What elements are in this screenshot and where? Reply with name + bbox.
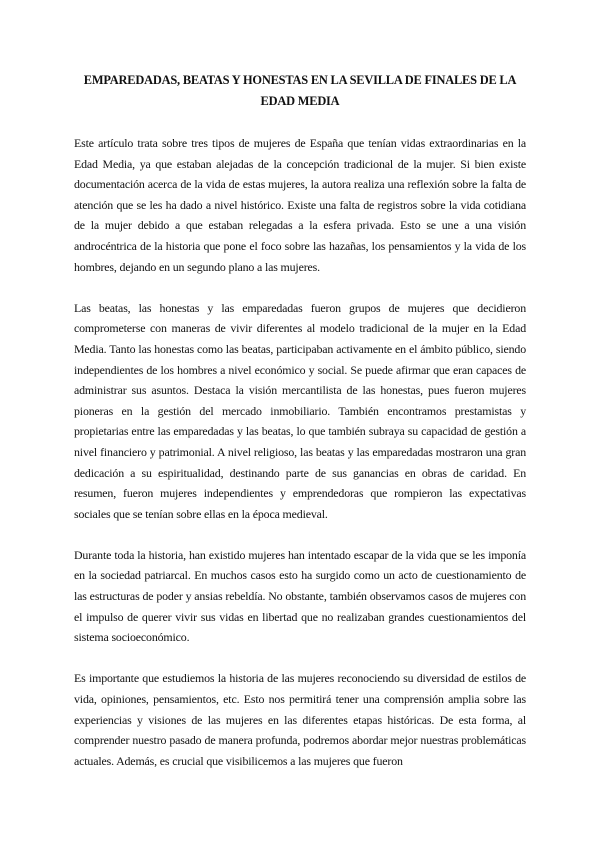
document-title: EMPAREDADAS, BEATAS Y HONESTAS EN LA SEVILLA DE FINALES DE LA EDAD MEDIA: [83, 73, 517, 108]
paragraph: Las beatas, las honestas y las emparedadas fueron grupos de mujeres que decidieron comprometerse con maneras de vivir diferentes al modelo tradicional de la mujer en la Edad Media. Tanto las honestas como las beatas, participaban activamente en el ámbito público, siendo independientes de los hombres a nivel económico y social. Se puede afirmar que eran capaces de administrar sus asuntos. Destaca la visión mercantilista de las honestas, pues fueron mujeres pioneras en la gestión del mercado inmobiliario. También encontramos prestamistas y propietarias entre las emparedadas y las beatas, lo que también subraya su capacidad de gestión a nivel financiero y patrimonial. A nivel religioso, las beatas y las emparedadas mostraron una gran dedicación a su espiritualidad, destinando parte de sus ganancias en obras de caridad. En resumen, fueron mujeres independientes y emprendedoras que rompieron las expectativas sociales que se tenían sobre ellas en la época medieval.: [74, 300, 526, 521]
paragraph: Durante toda la historia, han existido mujeres han intentado escapar de la vida que se les imponía en la sociedad patriarcal. En muchos casos esto ha surgido como un acto de cuestionamiento de las estructuras de poder y ansias rebeldía. No obstante, también observamos casos de mujeres con el impulso de querer vivir sus vidas en libertad que no realizaban grandes cuestionamientos del sistema socioeconómico.: [74, 547, 526, 645]
paragraph: Es importante que estudiemos la historia de las mujeres reconociendo su diversidad de estilos de vida, opiniones, pensamientos, etc. Esto nos permitirá tener una comprensión amplia sobre las experiencias y visiones de las mujeres en las diferentes etapas históricas. De esta forma, al comprender nuestro pasado de manera profunda, podremos abordar mejor nuestras problemáticas actuales. Además, es crucial que visibilicemos a las mujeres que fueron: [74, 671, 526, 768]
document-body: [74, 70, 526, 792]
paragraph: Este artículo trata sobre tres tipos de mujeres de España que tenían vidas extraordinarias en la Edad Media, ya que estaban alejadas de la concepción tradicional de la mujer. Si bien existe documentación acerca de la vida de estas mujeres, la autora realiza una reflexión sobre la falta de atención que se les ha dado a nivel histórico. Existe una falta de registros sobre la vida cotidiana de la mujer debido a que estaban relegadas a la esfera privada. Esto se une a una visión androcéntrica de la historia que pone el foco sobre las hazañas, los pensamientos y la vida de los hombres, dejando en un segundo plano a las mujeres.: [74, 136, 526, 274]
